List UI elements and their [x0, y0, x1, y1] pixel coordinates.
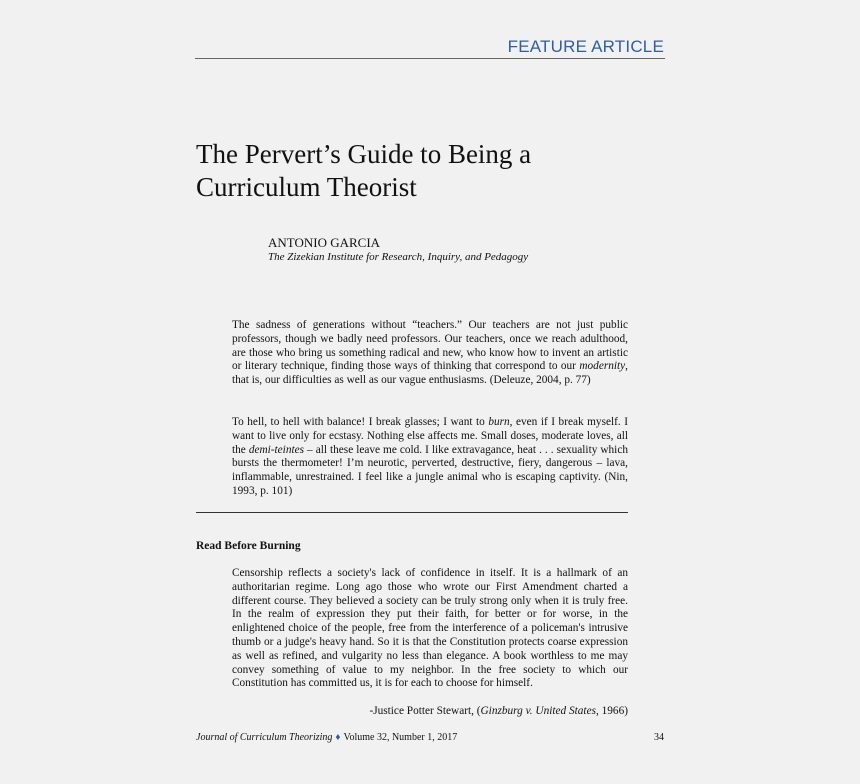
header-rule — [195, 58, 665, 59]
attribution-case: Ginzburg v. United States, — [480, 705, 599, 717]
footer-volume: Volume 32, Number 1, 2017 — [343, 732, 458, 743]
stewart-quote: Censorship reflects a society's lack of confidence in itself. It is a hallmark of an authoritarian regime. Long ago those who wrote our First Amendment charted a different course. They believed a society can be truly strong only when it is truly free. In the realm of expression they put their faith, for better or for worse, in the enlightened choice of the people, free from the interference of a policeman's intrusive thumb or a judge's heavy hand. So it is that the Constitution protects coarse expression as well as refined, and vulgarity no less than elegance. A book worthless to me may convey something of value to my neighbor. In the free society to which our Constitution has committed us, it is for each to choose for himself. — [232, 567, 628, 690]
feature-article-label: FEATURE ARTICLE — [507, 37, 664, 56]
article-title — [196, 138, 656, 204]
epigraph-deleuze — [232, 319, 628, 388]
attribution-prefix: -Justice Potter Stewart, ( — [369, 705, 481, 717]
epigraph-nin-text-3: – all these leave me cold. I like extravagance, heat . . . sexuality which bursts the thermometer! I’m neurotic, perverted, destructive, fiery, dangerous – lava, inflammable, unrestrained. I feel like a jungle animal who is escaping captivity. (Nin, 1993, p. 101) — [232, 443, 628, 497]
author-name: ANTONIO GARCIA — [268, 235, 381, 250]
quote-attribution — [369, 705, 628, 717]
epigraph-nin-text-1: To hell, to hell with balance! I break glasses; I want to — [232, 416, 489, 428]
page-footer — [196, 732, 664, 743]
epigraph-deleuze-italic: modernity — [579, 360, 626, 373]
epigraph-deleuze-text-1: The sadness of generations without “teachers.” Our teachers are not just public professors, though we badly need professors. Our teachers, once we reach adulthood, are those who bring us something radical and new, who know how to invent an artistic or literary technique, finding those ways of thinking that correspond to our — [232, 319, 628, 373]
epigraph-deleuze-text-2: , that is, our difficulties as well as our vague enthusiasms. (Deleuze, 2004, p. 77) — [232, 360, 628, 387]
epigraph-nin — [232, 416, 628, 499]
title-line-1: The Pervert’s Guide to Being a — [196, 139, 532, 169]
footer-journal-name: Journal of Curriculum Theorizing — [196, 732, 333, 743]
author-affiliation: The Zizekian Institute for Research, Inquiry, and Pedagogy — [268, 251, 529, 263]
epigraph-nin-italic-2: demi-teintes — [248, 443, 305, 456]
epigraph-nin-italic-1: burn — [488, 416, 510, 428]
page-number: 34 — [654, 732, 664, 743]
title-line-2: Curriculum Theorist — [196, 172, 417, 202]
footer-diamond-icon: ♦ — [335, 732, 341, 743]
attribution-suffix: 1966) — [598, 705, 628, 717]
epigraph-nin-text-2: , even if I break myself. I want to live only for ecstasy. Nothing else affects me. Small doses, moderate loves, all the — [232, 416, 628, 456]
section-rule — [196, 512, 628, 513]
section-heading: Read Before Burning — [196, 540, 301, 552]
